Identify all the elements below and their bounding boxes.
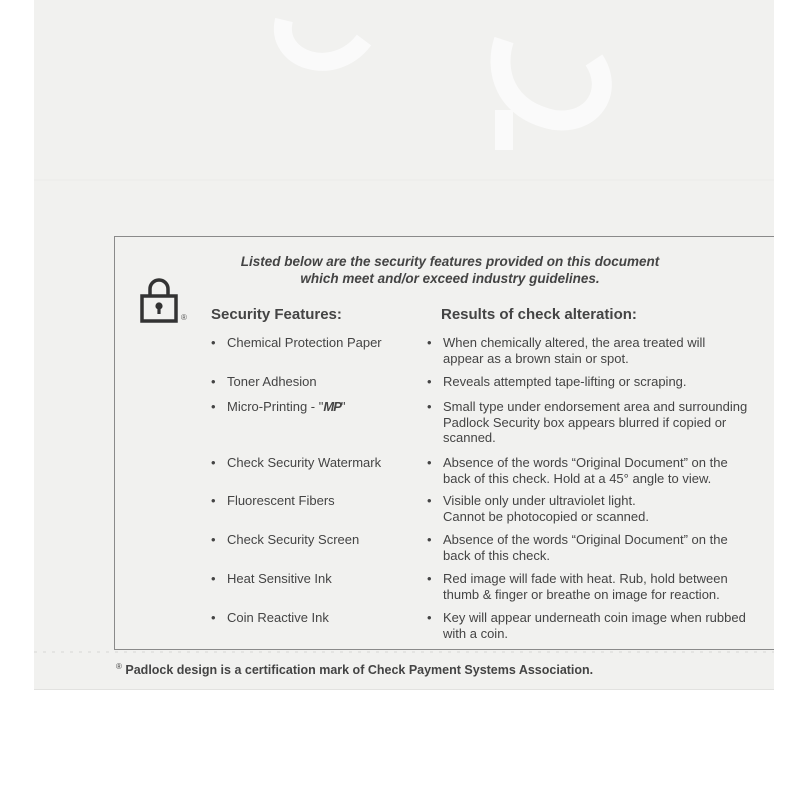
feature-name: • Coin Reactive Ink: [211, 610, 329, 625]
mp-micro-print-mark: MP: [323, 399, 341, 414]
feature-name: • Chemical Protection Paper: [211, 335, 382, 350]
feature-result: • Reveals attempted tape-lifting or scraping.: [427, 374, 687, 389]
registered-mark-icon: ®: [181, 313, 187, 322]
feature-name: • Fluorescent Fibers: [211, 493, 335, 508]
feature-result: • Visible only under ultraviolet light. Cannot be photocopied or scanned.: [427, 493, 649, 524]
feature-name: • Check Security Watermark: [211, 455, 382, 470]
security-intro: [115, 253, 774, 287]
feature-result: • Small type under endorsement area and surrounding Padlock Security box appears blurred if copied or scanned.: [427, 399, 748, 445]
padlock-icon: [139, 277, 179, 323]
results-header: Results of check alteration:: [441, 306, 637, 323]
intro-line-1: Listed below are the security features provided on this document: [240, 254, 660, 269]
feature-result: • Key will appear underneath coin image when rubbed with a coin.: [427, 610, 746, 641]
feature-name: • Heat Sensitive Ink: [211, 571, 332, 586]
feature-name: • Micro-Printing - "MP": [211, 399, 346, 414]
security-features-header: Security Features:: [211, 306, 342, 323]
padlock-security-box: [114, 236, 774, 650]
intro-line-2: which meet and/or exceed industry guidelines.: [300, 271, 600, 286]
feature-name: • Toner Adhesion: [211, 374, 317, 389]
feature-result: • Red image will fade with heat. Rub, hold between thumb & finger or breathe on image for reaction.: [427, 571, 728, 602]
original-document-watermark: [34, 0, 774, 230]
registered-mark-icon: ®: [116, 662, 122, 671]
feature-result: • Absence of the words “Original Document” on the back of this check. Hold at a 45° angle to view.: [427, 455, 728, 486]
padlock-certification-footnote: ® Padlock design is a certification mark of Check Payment Systems Association.: [116, 662, 594, 678]
feature-result: • When chemically altered, the area treated will appear as a brown stain or spot.: [427, 335, 706, 366]
check-back-sheet: [34, 0, 774, 690]
feature-result: • Absence of the words “Original Document” on the back of this check.: [427, 532, 728, 563]
feature-name: • Check Security Screen: [211, 532, 360, 547]
